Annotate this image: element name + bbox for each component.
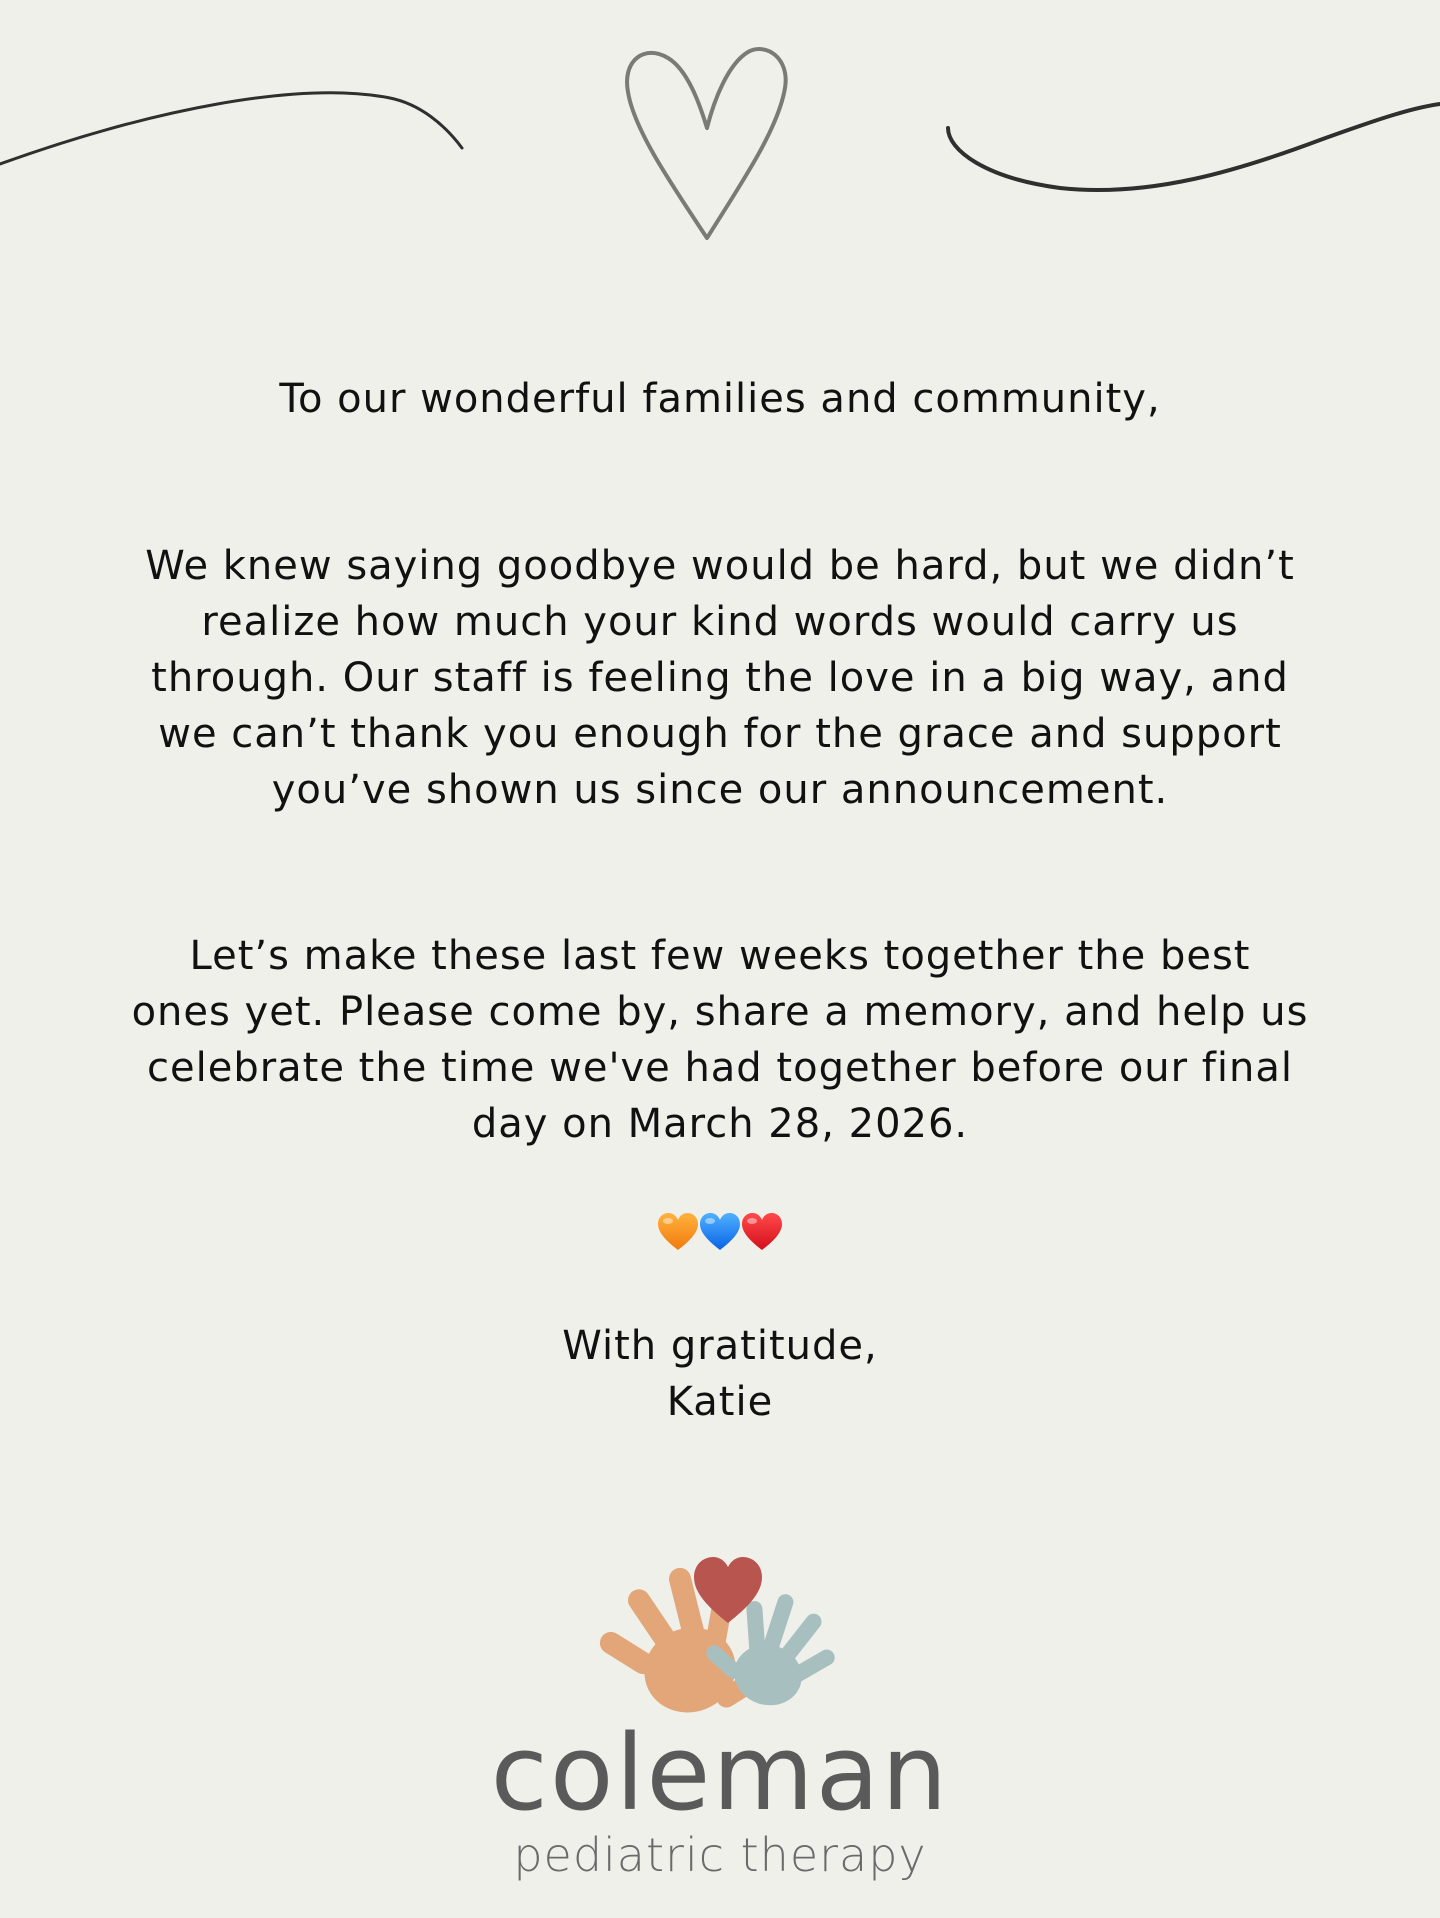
letter-paragraph-2 bbox=[0, 928, 1440, 1152]
letter-closing bbox=[0, 1318, 1440, 1430]
left-swash-line bbox=[0, 93, 462, 164]
paragraph-line: through. Our staff is feeling the love in a big way, and bbox=[151, 655, 1289, 701]
letter-paragraph-1 bbox=[0, 538, 1440, 818]
paragraph-line: day on March 28, 2026. bbox=[471, 1101, 969, 1147]
paragraph-line: we can’t thank you enough for the grace and support bbox=[158, 711, 1282, 757]
blue-heart-icon bbox=[699, 1212, 741, 1252]
coleman-logo bbox=[0, 1545, 1440, 1881]
signature: Katie bbox=[666, 1379, 774, 1425]
letter-greeting: To our wonderful families and community, bbox=[279, 376, 1161, 422]
heart-emoji-row bbox=[0, 1212, 1440, 1252]
paragraph-line: realize how much your kind words would carry us bbox=[201, 599, 1239, 645]
hands-heart-icon bbox=[580, 1545, 860, 1725]
paragraph-line: We knew saying goodbye would be hard, but we didn’t bbox=[145, 543, 1295, 589]
logo-wordmark: coleman bbox=[490, 1712, 950, 1834]
closing-text: With gratitude, bbox=[562, 1323, 878, 1369]
red-heart-icon bbox=[741, 1212, 783, 1252]
paragraph-line: Let’s make these last few weeks together the best bbox=[189, 933, 1251, 979]
heart-outline-icon bbox=[627, 49, 786, 238]
paragraph-line: you’ve shown us since our announcement. bbox=[271, 767, 1169, 813]
top-decoration bbox=[0, 0, 1440, 260]
logo-tagline: pediatric therapy bbox=[513, 1828, 927, 1882]
orange-heart-icon bbox=[657, 1212, 699, 1252]
paragraph-line: celebrate the time we've had together before our final bbox=[147, 1045, 1293, 1091]
right-swash-line bbox=[948, 104, 1440, 190]
paragraph-line: ones yet. Please come by, share a memory, and help us bbox=[131, 989, 1309, 1035]
